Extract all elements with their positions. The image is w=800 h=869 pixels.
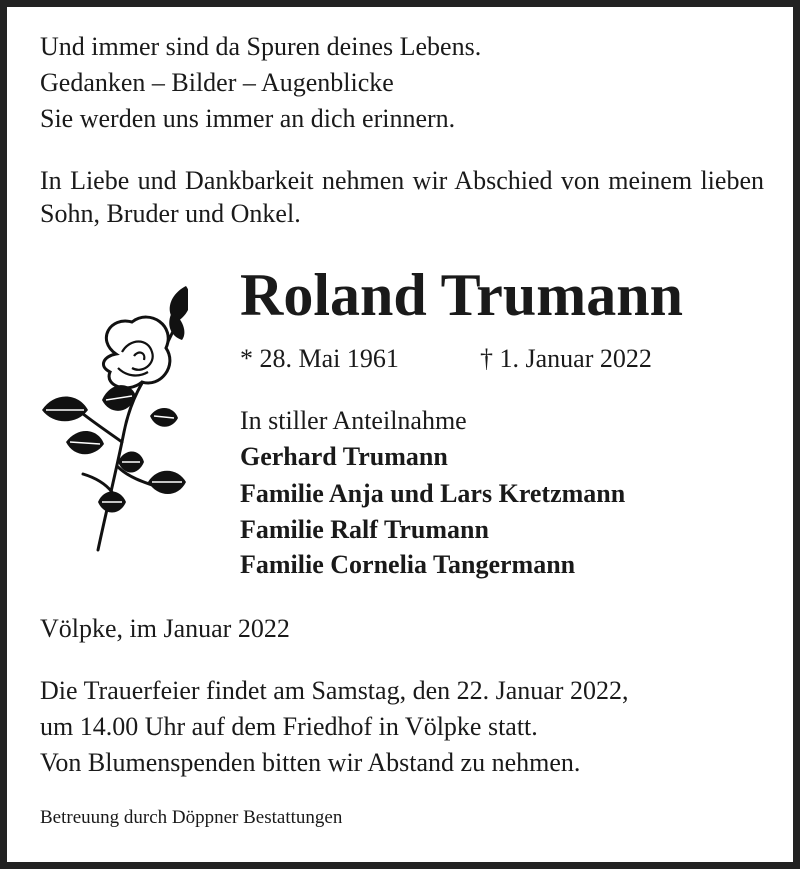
poem-line-1: Und immer sind da Spuren deines Lebens. [40, 32, 482, 61]
death-date: † 1. Januar 2022 [480, 344, 652, 373]
place-date: Völpke, im Januar 2022 [40, 614, 290, 643]
funeral-line-3: Von Blumenspenden bitten wir Abstand zu nehmen. [40, 748, 581, 777]
deceased-name: Roland Trumann [240, 262, 683, 328]
poem-line-2: Gedanken – Bilder – Augenblicke [40, 68, 394, 97]
mourner-2: Familie Anja und Lars Kretzmann [240, 479, 626, 508]
mourner-4: Familie Cornelia Tangermann [240, 550, 576, 579]
birth-date: * 28. Mai 1961 [240, 344, 399, 373]
mourners-heading: In stiller Anteilnahme [240, 406, 467, 435]
intro-text: In Liebe und Dankbarkeit nehmen wir Abschied von meinem lieben Sohn, Bruder und Onkel. [40, 166, 764, 228]
undertaker-note: Betreuung durch Döppner Bestattungen [40, 807, 343, 828]
mourner-1: Gerhard Trumann [240, 442, 448, 471]
mourner-3: Familie Ralf Trumann [240, 515, 489, 544]
funeral-line-2: um 14.00 Uhr auf dem Friedhof in Völpke statt. [40, 712, 538, 741]
poem-line-3: Sie werden uns immer an dich erinnern. [40, 104, 456, 133]
funeral-line-1: Die Trauerfeier findet am Samstag, den 22. Januar 2022, [40, 676, 629, 705]
rose-icon [38, 282, 188, 552]
